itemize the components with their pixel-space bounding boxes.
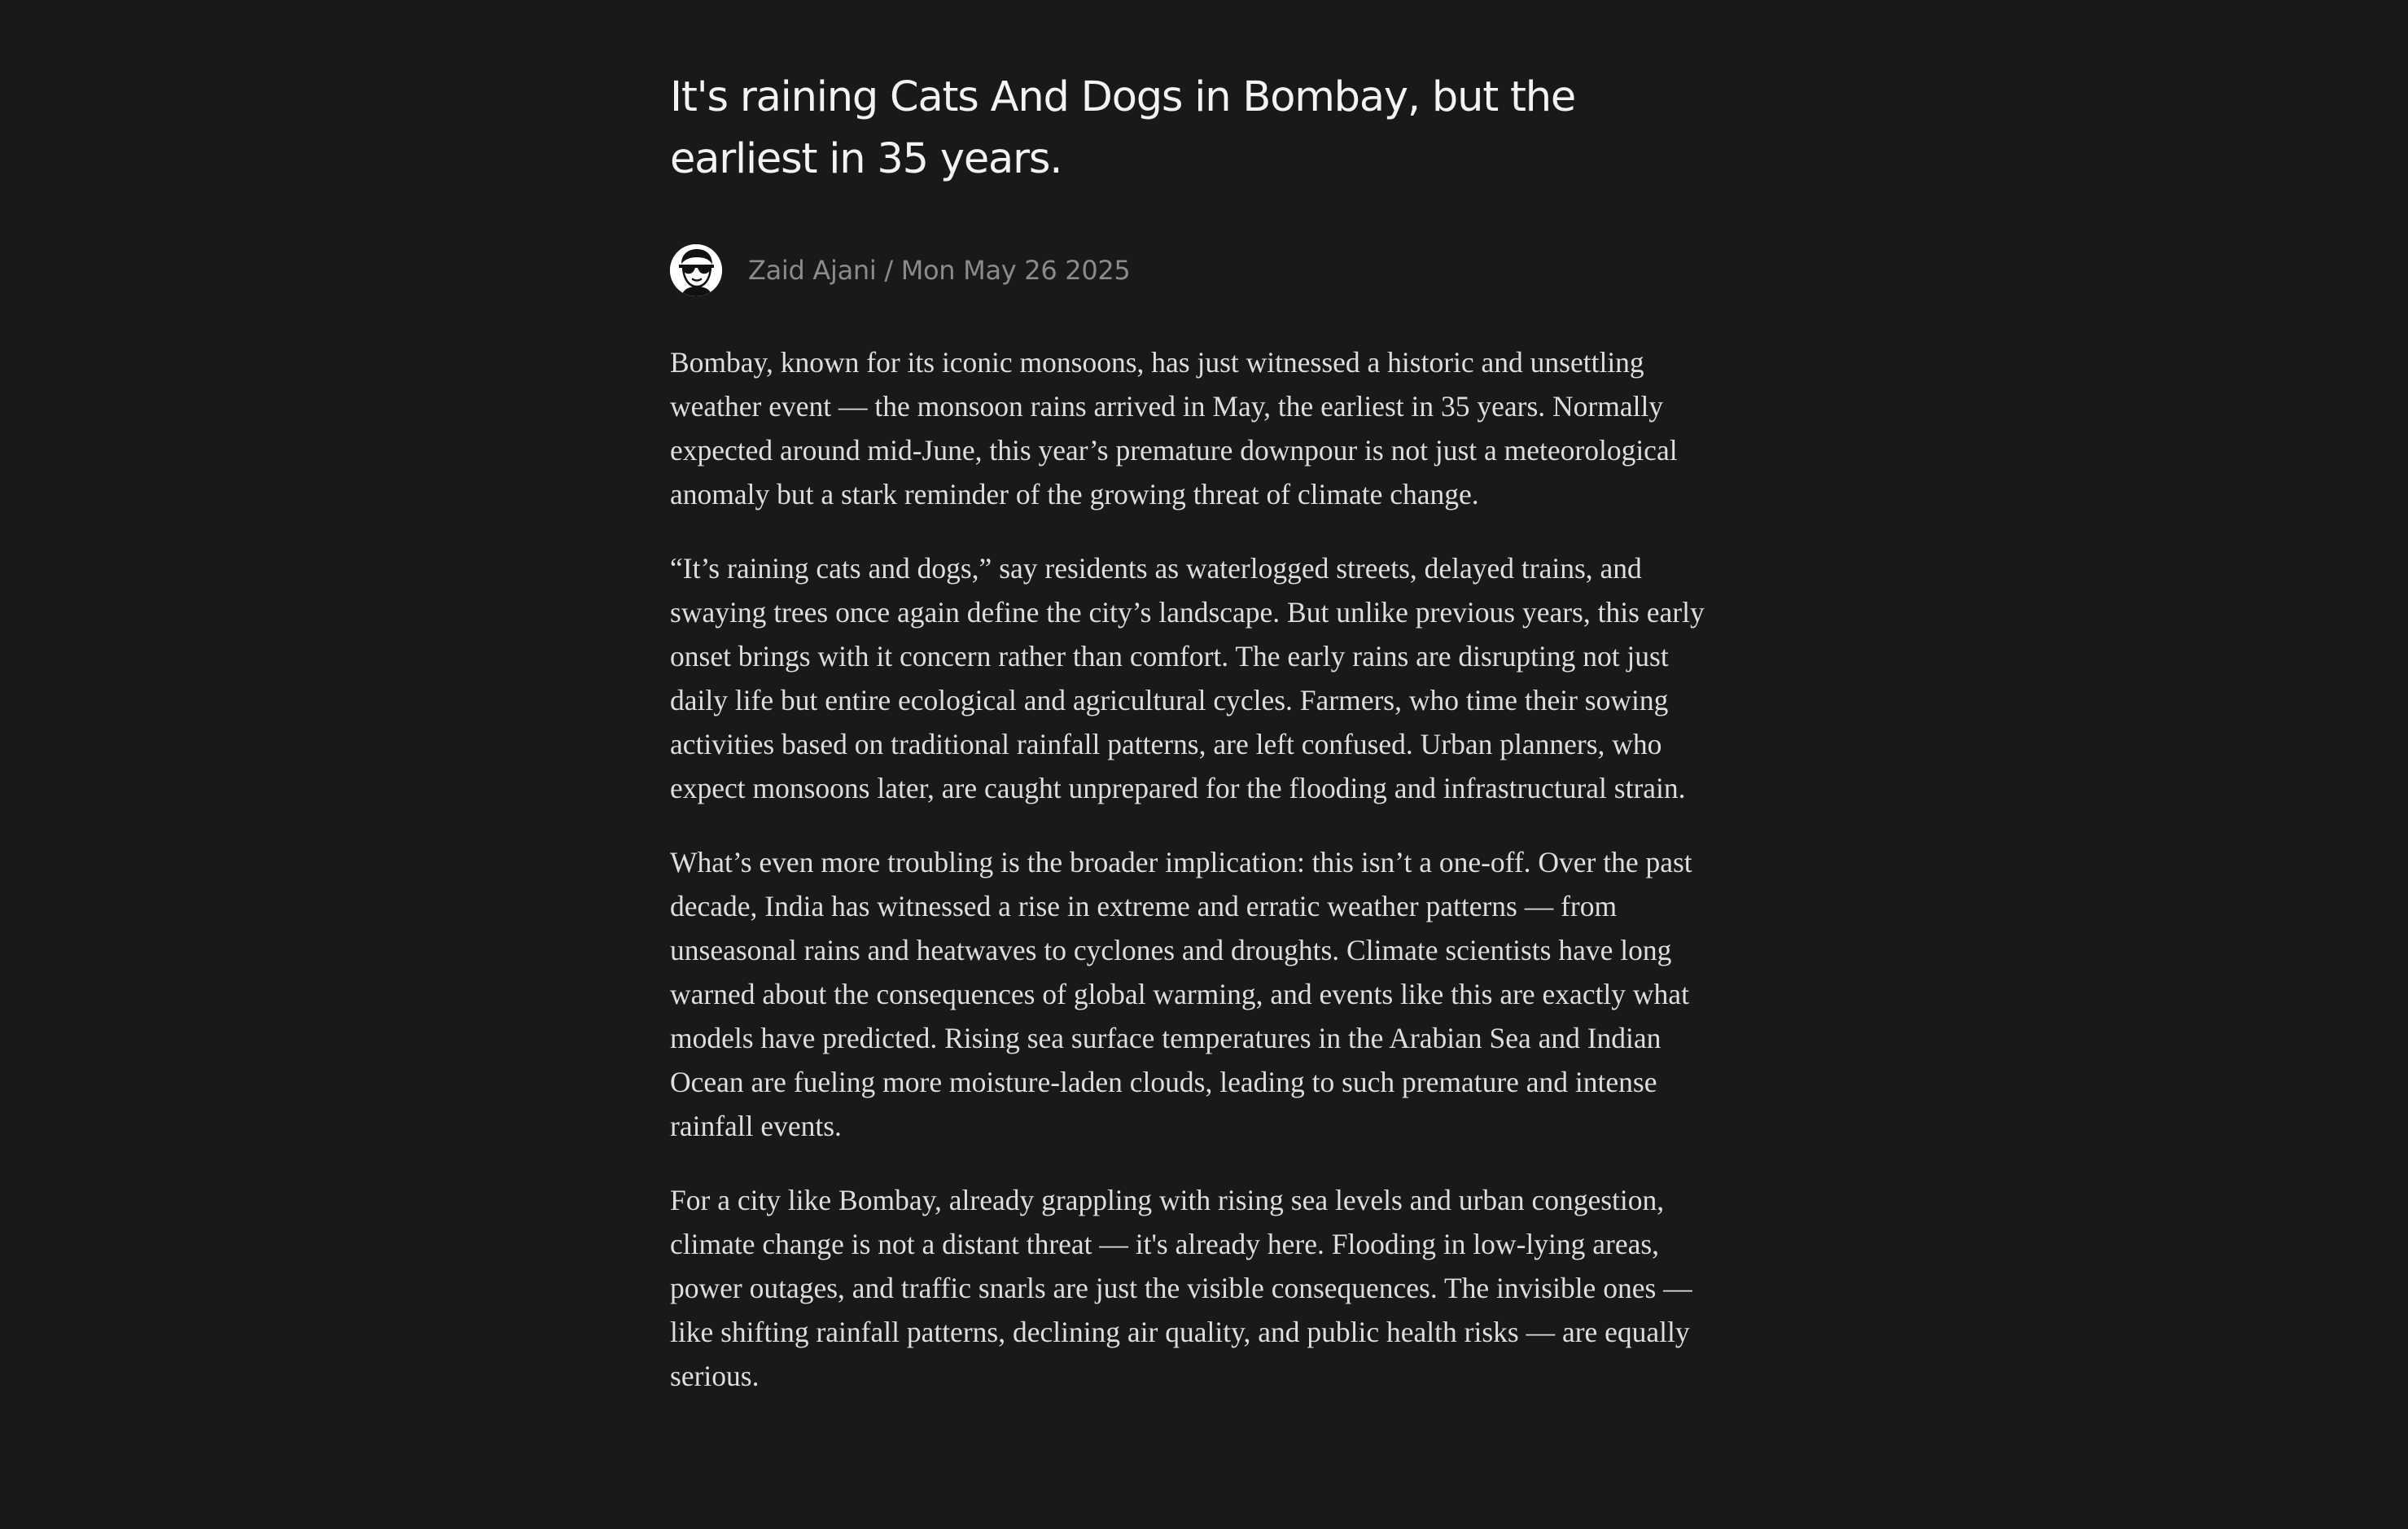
- article-paragraph: What’s even more troubling is the broader implication: this isn’t a one-off. Over the past decade, India has witnessed a rise in extreme and erratic weather patterns — from unseasonal rains and heatwaves to cyclones and droughts. Climate scientists have long warned about the consequences of global warming, and events like this are exactly what models have predicted. Rising sea surface temperatures in the Arabian Sea and Indian Ocean are fueling more moisture-laden clouds, leading to such premature and intense rainfall events.: [670, 846, 1692, 1142]
- article-title: It's raining Cats And Dogs in Bombay, but the earliest in 35 years.: [670, 73, 1576, 183]
- article-body: [670, 340, 1720, 1398]
- article: [670, 67, 1720, 1428]
- byline: Zaid Ajani / Mon May 26 2025: [748, 255, 1131, 286]
- article-paragraph: Bombay, known for its iconic monsoons, has just witnessed a historic and unsettling weather event — the monsoon rains arrived in May, the earliest in 35 years. Normally expected around mid-June, this year’s premature downpour is not just a meteorological anomaly but a stark reminder of the growing threat of climate change.: [670, 346, 1678, 510]
- author-avatar[interactable]: [670, 244, 722, 296]
- article-paragraph: For a city like Bombay, already grappling with rising sea levels and urban congestion, climate change is not a distant threat — it's already here. Flooding in low-lying areas, power outages, and traffic snarls are just the visible consequences. The invisible ones — like shifting rainfall patterns, declining air quality, and public health risks — are equally serious.: [670, 1184, 1692, 1392]
- sunglasses-face-icon: [670, 244, 722, 296]
- article-paragraph: “It’s raining cats and dogs,” say residents as waterlogged streets, delayed trains, and swaying trees once again define the city’s landscape. But unlike previous years, this early onset brings with it concern rather than comfort. The early rains are disrupting not just daily life but entire ecological and agricultural cycles. Farmers, who time their sowing activities based on traditional rainfall patterns, are left confused. Urban planners, who expect monsoons later, are caught unprepared for the flooding and infrastructural strain.: [670, 552, 1705, 804]
- article-meta: [670, 244, 1720, 296]
